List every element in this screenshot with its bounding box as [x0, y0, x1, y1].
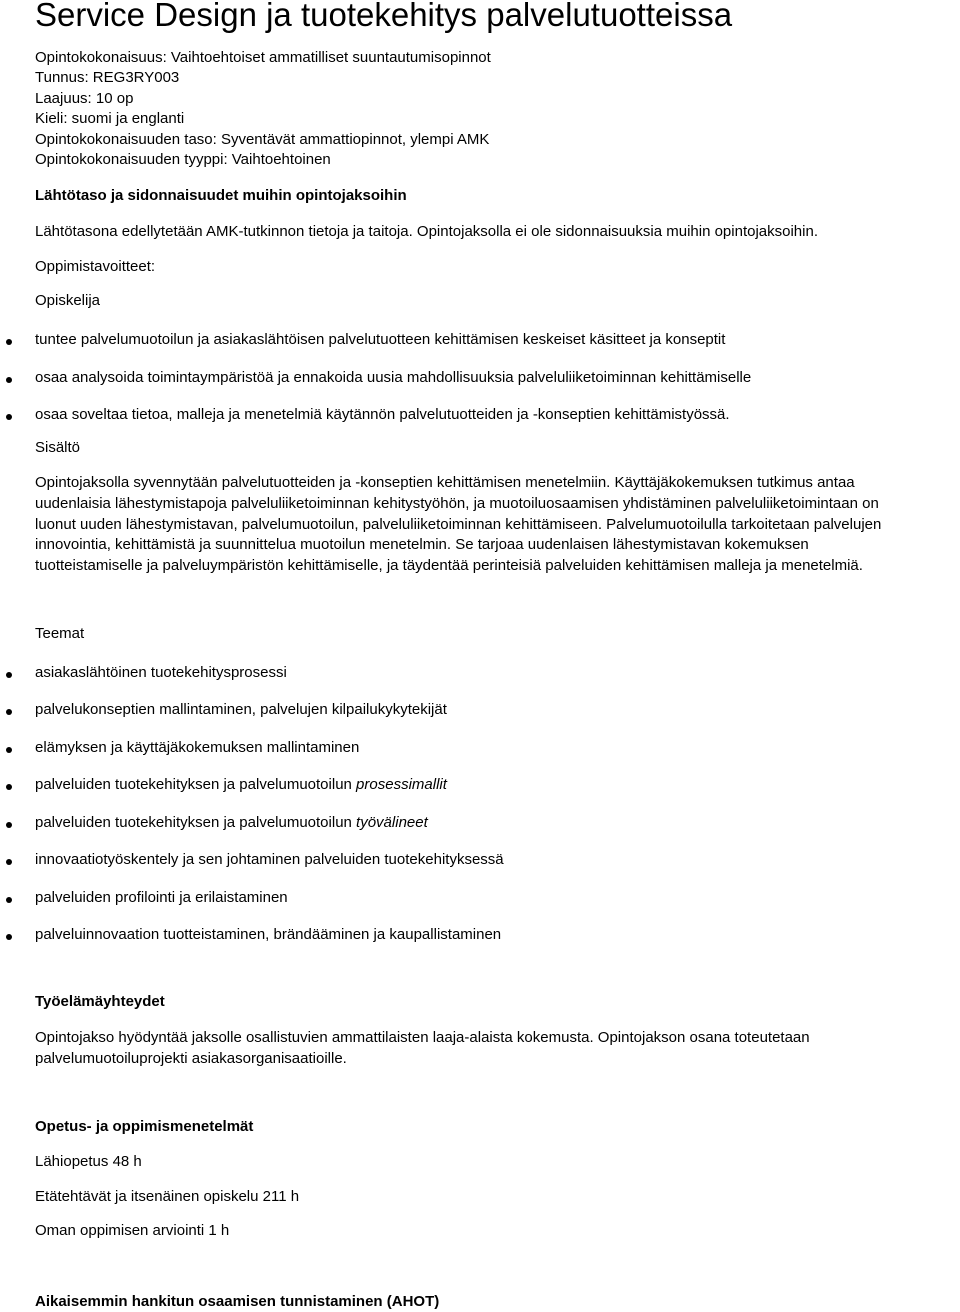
worklife-paragraph	[35, 1028, 960, 1070]
list-item: palveluiden tuotekehityksen ja palvelumuotoilun työvälineet	[35, 814, 428, 831]
bullet-icon	[6, 377, 12, 383]
list-item: innovaatiotyöskentely ja sen johtaminen palveluiden tuotekehityksessä	[35, 851, 504, 868]
paragraph-line: Opintojakso hyödyntää jaksolle osallistuvien ammattilaisten laaja-alaista kokemusta. Opintojakson osana toteutetaan	[35, 1029, 810, 1046]
meta-line-credits: Laajuus: 10 op	[35, 89, 134, 107]
content-paragraph	[35, 473, 960, 577]
bullet-icon	[6, 747, 12, 753]
list-item: palvelukonseptien mallintaminen, palvelujen kilpailukykytekijät	[35, 701, 447, 718]
meta-line-study-unit: Opintokokonaisuus: Vaihtoehtoiset ammatilliset suuntautumisopinnot	[35, 49, 491, 66]
bullet-icon	[6, 709, 12, 715]
objectives-intro: Opiskelija	[35, 292, 101, 309]
list-item: palveluiden tuotekehityksen ja palvelumuotoilun prosessimallit	[35, 776, 447, 793]
paragraph-line: innovointia, kehittämistä ja suunnittelua muotoilun menetelmin. Se tarjoaa uudenlaisen lähestymistavan kokemuksen	[35, 536, 809, 554]
ahot-heading: Aikaisemmin hankitun osaamisen tunnistaminen (AHOT)	[35, 1293, 440, 1310]
methods-heading: Opetus- ja oppimismenetelmät	[35, 1118, 254, 1135]
course-meta	[35, 48, 491, 170]
prerequisites-text: Lähtötasona edellytetään AMK-tutkinnon tietoja ja taitoja. Opintojaksolla ei ole sidonnaisuuksia muihin opintojaksoihin.	[35, 223, 818, 240]
meta-line-language: Kieli: suomi ja englanti	[35, 110, 185, 128]
paragraph-line: palvelumuotoiluprojekti asiakasorganisaatioille.	[35, 1049, 347, 1067]
meta-line-level: Opintokokonaisuuden taso: Syventävät ammattiopinnot, ylempi AMK	[35, 130, 490, 148]
paragraph-line: luonut uuden lähestymistavan, palvelumuotoilun, palveluliiketoiminnan kehittämiseen. Palvelumuotoilulla tarkoitetaan palvelujen	[35, 515, 882, 533]
bullet-icon	[6, 339, 12, 345]
list-item: tuntee palvelumuotoilun ja asiakaslähtöisen palvelutuotteen kehittämisen keskeiset käsitteet ja konseptit	[35, 331, 726, 348]
list-item: osaa soveltaa tietoa, malleja ja menetelmiä käytännön palvelutuotteiden ja -konseptien kehittämistyössä.	[35, 406, 730, 423]
bullet-icon	[6, 822, 12, 828]
bullet-icon	[6, 859, 12, 865]
paragraph-line: uudenlaisia lähestymistapoja palveluliiketoiminnan kehitystyöhön, ja muotoiluosaamisen yhdistäminen palveluliiketoimintaan on	[35, 494, 879, 512]
worklife-heading: Työelämäyhteydet	[35, 993, 165, 1010]
methods-item: Lähiopetus 48 h	[35, 1153, 142, 1170]
paragraph-line: Opintojaksolla syvennytään palvelutuotteiden ja -konseptien kehittämisen menetelmiin. Käyttäjäkokemuksen tutkimus antaa	[35, 474, 855, 491]
prerequisites-heading: Lähtötaso ja sidonnaisuudet muihin opintojaksoihin	[35, 187, 407, 204]
methods-item: Etätehtävät ja itsenäinen opiskelu 211 h	[35, 1188, 300, 1205]
content-heading: Sisältö	[35, 439, 81, 456]
list-item: palveluinnovaation tuotteistaminen, brändääminen ja kaupallistaminen	[35, 926, 502, 943]
list-item: palveluiden profilointi ja erilaistaminen	[35, 889, 288, 906]
meta-line-code: Tunnus: REG3RY003	[35, 69, 180, 87]
meta-line-type: Opintokokonaisuuden tyyppi: Vaihtoehtoinen	[35, 151, 331, 169]
list-item: osaa analysoida toimintaympäristöä ja ennakoida uusia mahdollisuuksia palveluliiketoiminnan kehittämiselle	[35, 369, 752, 386]
bullet-icon	[6, 672, 12, 678]
list-item: asiakaslähtöinen tuotekehitysprosessi	[35, 664, 287, 681]
bullet-icon	[6, 897, 12, 903]
page-title: Service Design ja tuotekehitys palvelutuotteissa	[35, 0, 733, 33]
bullet-icon	[6, 414, 12, 420]
methods-item: Oman oppimisen arviointi 1 h	[35, 1222, 230, 1239]
bullet-icon	[6, 934, 12, 940]
objectives-heading: Oppimistavoitteet:	[35, 258, 156, 275]
list-item: elämyksen ja käyttäjäkokemuksen mallintaminen	[35, 739, 360, 756]
bullet-icon	[6, 784, 12, 790]
paragraph-line: tuotteistamiselle ja palveluympäristön kehittämiselle, ja täydentää perinteisiä palveluiden kehittämisen malleja ja menetelmiä.	[35, 557, 863, 575]
themes-heading: Teemat	[35, 625, 85, 642]
